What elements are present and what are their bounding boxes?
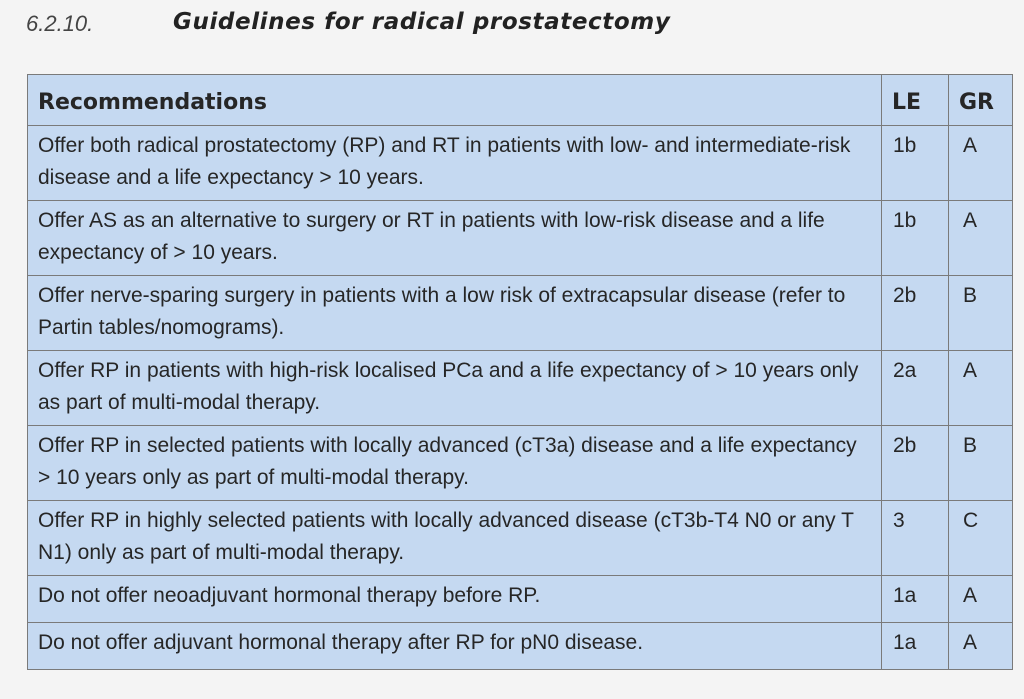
- recommendation-text: Offer RP in highly selected patients with locally advanced disease (cT3b-T4 N0 or any T N1) only as part of multi-modal therapy.: [28, 501, 882, 576]
- grade-of-recommendation: A: [949, 576, 1013, 623]
- level-of-evidence: 1a: [882, 623, 949, 670]
- recommendation-text: Offer nerve-sparing surgery in patients with a low risk of extracapsular disease (refer to Partin tables/nomograms).: [28, 276, 882, 351]
- level-of-evidence: 3: [882, 501, 949, 576]
- recommendation-text: Offer RP in patients with high-risk localised PCa and a life expectancy of > 10 years only as part of multi-modal therapy.: [28, 351, 882, 426]
- table-row: [28, 351, 1013, 426]
- grade-of-recommendation: B: [949, 426, 1013, 501]
- table-row: [28, 201, 1013, 276]
- header-recommendations: Recommendations: [28, 75, 882, 126]
- grade-of-recommendation: A: [949, 126, 1013, 201]
- table-row: [28, 623, 1013, 670]
- grade-of-recommendation: A: [949, 201, 1013, 276]
- table-row: [28, 426, 1013, 501]
- header-gr: GR: [949, 75, 1013, 126]
- recommendation-text: Do not offer neoadjuvant hormonal therapy before RP.: [28, 576, 882, 623]
- header-le: LE: [882, 75, 949, 126]
- section-number: 6.2.10.: [26, 11, 94, 36]
- level-of-evidence: 1b: [882, 201, 949, 276]
- table-row: [28, 576, 1013, 623]
- table-row: [28, 126, 1013, 201]
- table-header-row: [28, 75, 1013, 126]
- recommendation-text: Do not offer adjuvant hormonal therapy after RP for pN0 disease.: [28, 623, 882, 670]
- grade-of-recommendation: A: [949, 351, 1013, 426]
- section-title: Guidelines for radical prostatectomy: [173, 9, 671, 35]
- recommendation-text: Offer RP in selected patients with locally advanced (cT3a) disease and a life expectancy > 10 years only as part of multi-modal therapy.: [28, 426, 882, 501]
- grade-of-recommendation: C: [949, 501, 1013, 576]
- level-of-evidence: 2b: [882, 276, 949, 351]
- recommendation-text: Offer both radical prostatectomy (RP) and RT in patients with low- and intermediate-risk disease and a life expectancy > 10 years.: [28, 126, 882, 201]
- level-of-evidence: 2b: [882, 426, 949, 501]
- recommendation-text: Offer AS as an alternative to surgery or RT in patients with low-risk disease and a life expectancy of > 10 years.: [28, 201, 882, 276]
- table-row: [28, 501, 1013, 576]
- recommendations-table: [27, 74, 1013, 670]
- grade-of-recommendation: B: [949, 276, 1013, 351]
- grade-of-recommendation: A: [949, 623, 1013, 670]
- level-of-evidence: 1b: [882, 126, 949, 201]
- table-row: [28, 276, 1013, 351]
- level-of-evidence: 2a: [882, 351, 949, 426]
- level-of-evidence: 1a: [882, 576, 949, 623]
